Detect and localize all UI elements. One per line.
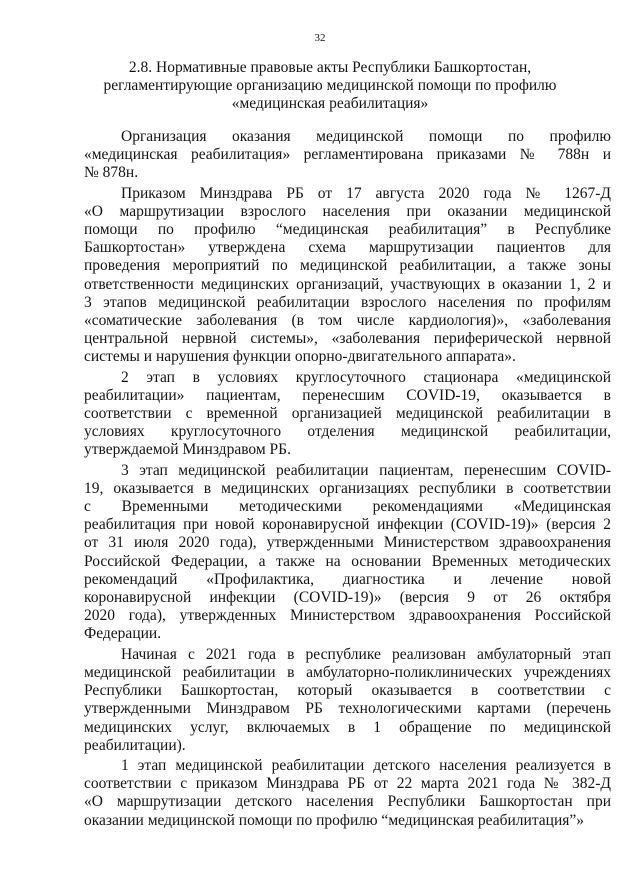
- paragraph-line: оказании медицинской помощи по профилю “медицинская реабилитация”»: [84, 811, 585, 829]
- paragraph-line: 19, оказывается в медицинских организациях республики в соответствии: [84, 479, 611, 497]
- paragraph-line: системы и нарушения функции опорно-двигательного аппарата».: [84, 348, 516, 366]
- paragraph: [84, 462, 611, 644]
- paragraph-line: 1 этап медицинской реабилитации детского населения реализуется в: [121, 756, 611, 774]
- paragraph-line: коронавирусной инфекции (COVID-19)» (версия 9 от 26 октября: [84, 589, 611, 607]
- paragraph-line: 3 этапов медицинской реабилитации взрослого населения по профилям: [84, 293, 611, 311]
- paragraph: [84, 646, 611, 755]
- paragraph-line: помощи по профилю “медицинская реабилитация” в Республике: [84, 221, 611, 239]
- heading-line: регламентирующие организацию медицинской помощи по профилю: [103, 77, 557, 94]
- paragraph-line: соответствии с приказом Минздрава РБ от 22 марта 2021 года № 382-Д: [84, 775, 611, 793]
- paragraph-line: от 31 июля 2020 года), утвержденными Министерством здравоохранения: [84, 534, 611, 552]
- paragraph-line: с Временными методическими рекомендациями «Медицинская: [84, 498, 611, 516]
- document-body: [84, 128, 611, 832]
- paragraph-line: 2 этап в условиях круглосуточного стационара «медицинской: [121, 368, 611, 386]
- paragraph-line: медицинской реабилитации в амбулаторно-поликлинических учреждениях: [84, 663, 611, 681]
- paragraph-line: «соматические заболевания (в том числе кардиология)», «заболевания: [84, 312, 611, 330]
- paragraph-line: утверждаемой Минздравом РБ.: [84, 441, 291, 459]
- paragraph-line: реабилитации» пациентам, перенесшим COVID-19, оказывается в: [84, 386, 611, 404]
- paragraph-line: рекомендаций «Профилактика, диагностика и лечение новой: [84, 570, 611, 588]
- paragraph-line: утвержденными Минздравом РБ технологическими картами (перечень: [84, 700, 611, 718]
- paragraph-line: медицинских услуг, включаемых в 1 обращение по медицинской: [84, 718, 611, 736]
- paragraph-line: ответственности медицинских организаций, участвующих в оказании 1, 2 и: [84, 275, 611, 293]
- paragraph-line: Федерации.: [84, 625, 162, 643]
- paragraph: [84, 757, 611, 830]
- paragraph-line: условиях круглосуточного отделения медицинской реабилитации,: [84, 423, 611, 441]
- paragraph-line: соответствии с временной организацией медицинской реабилитации в: [84, 405, 611, 423]
- paragraph-line: № 878н.: [84, 164, 139, 182]
- paragraph-line: проведения мероприятий по медицинской реабилитации, а также зоны: [84, 257, 611, 275]
- paragraph-line: Приказом Минздрава РБ от 17 августа 2020 года № 1267-Д: [121, 184, 611, 202]
- heading-line: «медицинская реабилитация»: [231, 95, 429, 112]
- paragraph-line: Российской Федерации, а также на основании Временных методических: [84, 552, 611, 570]
- paragraph-line: 2020 года), утвержденных Министерством здравоохранения Российской: [84, 607, 611, 625]
- page-number: 32: [314, 32, 326, 44]
- paragraph-line: Организация оказания медицинской помощи по профилю: [121, 128, 611, 145]
- paragraph-line: Башкортостан» утверждена схема маршрутизации пациентов для: [84, 239, 611, 257]
- paragraph-line: 3 этап медицинской реабилитации пациентам, перенесшим COVID-: [121, 461, 611, 479]
- paragraph: [84, 369, 611, 460]
- heading-line: 2.8. Нормативные правовые акты Республики Башкортостан,: [128, 59, 532, 76]
- section-heading: [100, 59, 560, 113]
- paragraph-line: «медицинская реабилитация» регламентирована приказами № 788н и: [84, 146, 611, 164]
- paragraph-line: центральной нервной системы», «заболевания периферической нервной: [84, 330, 611, 348]
- paragraph: [84, 185, 611, 367]
- paragraph: [84, 128, 611, 183]
- paragraph-line: реабилитации).: [84, 736, 186, 754]
- paragraph-line: «О маршрутизации детского населения Республики Башкортостан при: [84, 793, 611, 811]
- paragraph-line: Начиная с 2021 года в республике реализован амбулаторный этап: [121, 645, 611, 663]
- paragraph-line: реабилитация при новой коронавирусной инфекции (COVID-19)» (версия 2: [84, 516, 611, 534]
- paragraph-line: Республики Башкортостан, который оказывается в соответствии с: [84, 682, 611, 700]
- paragraph-line: «О маршрутизации взрослого населения при оказании медицинской: [84, 202, 611, 220]
